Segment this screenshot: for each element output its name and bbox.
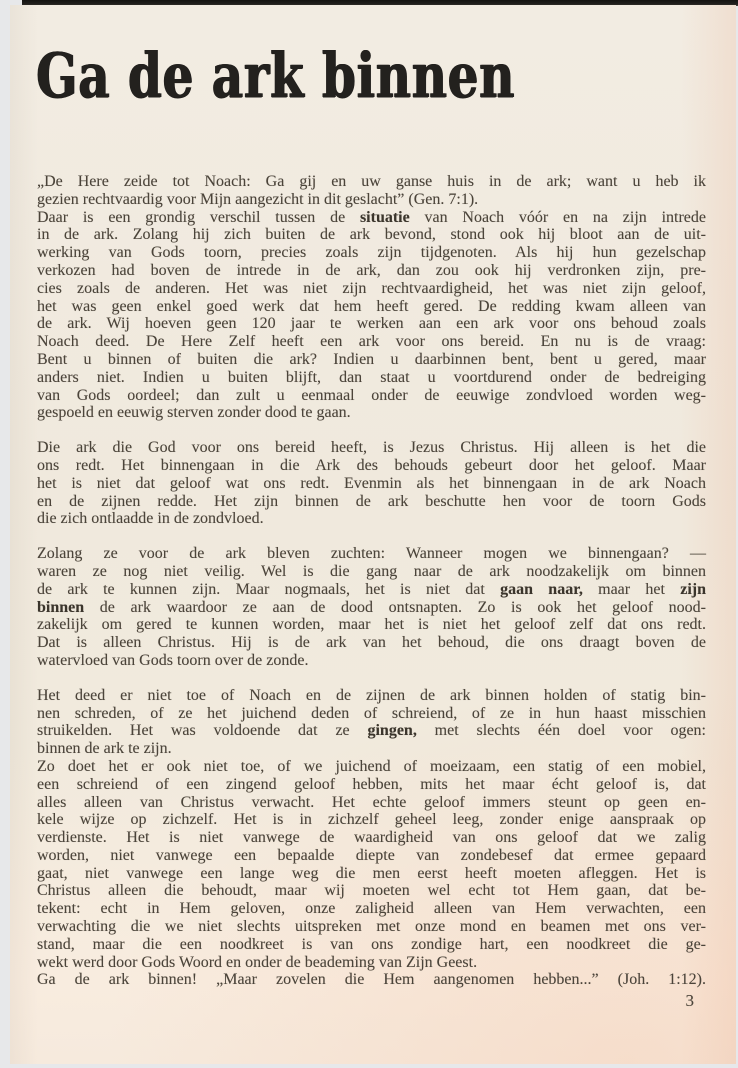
- text-line: [37, 244, 706, 262]
- body-text: verkozen had boven de intrede in de ark, dan zou ook hij verdronken zijn, pre-: [37, 261, 706, 279]
- text-line: [37, 740, 706, 758]
- body-text: en de zijnen redde. Het zijn binnen de ark beschutte hen voor de toorn Gods: [37, 492, 706, 510]
- text-line: [37, 882, 706, 900]
- body-text: Zolang ze voor de ark bleven zuchten: Wanneer mogen we binnengaan? —: [37, 545, 706, 563]
- text-line: [37, 687, 706, 705]
- body-text: die zich ontlaadde in de zondvloed.: [37, 510, 264, 528]
- body-text: het was geen enkel goed werk dat hem heeft gered. De redding kwam alleen van: [37, 297, 706, 315]
- text-line: [37, 191, 706, 209]
- text-line: [37, 616, 706, 634]
- body-text: met slechts één doel voor ogen:: [416, 722, 706, 740]
- text-line: [37, 262, 706, 280]
- body-text: ons redt. Het binnengaan in die Ark des behouds gebeurt door het geloof. Maar: [37, 456, 706, 474]
- body-text: waren ze nog niet veilig. Wel is die gang naar de ark noodzakelijk om binnen: [37, 562, 706, 580]
- text-line: [37, 387, 706, 405]
- body-text: de ark waardoor ze aan de dood ontsnapten. Zo is ook het geloof nood-: [84, 598, 706, 616]
- text-line: [37, 776, 706, 794]
- text-line: [37, 493, 706, 511]
- body-text: Christus alleen die behoudt, maar wij moeten wel echt tot Hem gaan, dat be-: [37, 882, 706, 900]
- text-line: [37, 758, 706, 776]
- article-body: [37, 173, 706, 989]
- body-text: Zo doet het er ook niet toe, of we juichend of moeizaam, een statig of een mobiel,: [37, 757, 706, 775]
- text-line: [37, 971, 706, 989]
- body-text: binnen de ark te zijn.: [37, 740, 172, 758]
- text-line: [37, 811, 706, 829]
- emphasized-text: situatie: [359, 208, 410, 226]
- text-line: [37, 475, 706, 493]
- body-text: Dat is alleen Christus. Hij is de ark van het behoud, die ons draagt boven de: [37, 634, 706, 652]
- body-text: kele wijze op zichzelf. Het is in zichzelf geheel leeg, zonder enige aanspraak op: [37, 811, 706, 829]
- body-text: werking van Gods toorn, precies zoals zijn tijdgenoten. Als hij hun gezelschap: [37, 244, 706, 262]
- body-text: Die ark die God voor ons bereid heeft, is Jezus Christus. Hij alleen is het die: [37, 439, 706, 457]
- body-text: watervloed van Gods toorn over de zonde.: [37, 651, 309, 669]
- body-text: Bent u binnen of buiten die ark? Indien u daarbinnen bent, bent u gered, maar: [37, 350, 706, 368]
- paragraph: [37, 687, 706, 758]
- body-text: van Noach vóór en na zijn intrede: [409, 208, 707, 226]
- body-text: Ga de ark binnen! „Maar zovelen die Hem aangenomen hebben...” (Joh. 1:12).: [37, 971, 706, 989]
- body-text: Het deed er niet toe of Noach en de zijnen de ark binnen holden of statig bin-: [37, 686, 706, 704]
- text-line: [37, 315, 706, 333]
- body-text: de ark te kunnen zijn. Maar nogmaals, het is niet dat: [37, 580, 501, 598]
- body-text: de ark. Wij hoeven geen 120 jaar te werken aan een ark voor ons behoud zoals: [37, 315, 706, 333]
- body-text: Noach deed. De Here Zelf heeft een ark voor ons bereid. En nu is de vraag:: [37, 333, 706, 351]
- emphasized-text: gaan naar,: [500, 580, 583, 598]
- text-line: [37, 457, 706, 475]
- text-line: [37, 510, 706, 528]
- text-line: [37, 439, 706, 457]
- text-line: [37, 599, 706, 617]
- text-line: [37, 900, 706, 918]
- body-text: „De Here zeide tot Noach: Ga gij en uw ganse huis in de ark; want u heb ik: [37, 173, 706, 190]
- text-line: [37, 847, 706, 865]
- body-text: worden, niet vanwege een bepaalde diepte van zondebesef dat ermee gepaard: [37, 846, 706, 864]
- body-text: tekent: echt in Hem geloven, onze zaligheid alleen van Hem verwachten, een: [37, 900, 706, 918]
- paragraph: [37, 545, 706, 670]
- emphasized-text: binnen: [37, 598, 85, 616]
- body-text: stand, maar die een noodkreet is van ons zondige hart, een noodkreet die ge-: [37, 935, 706, 953]
- text-line: [37, 404, 706, 422]
- body-text: van Gods oordeel; dan zult u eenmaal onder de eeuwige zondvloed worden weg-: [37, 386, 706, 404]
- emphasized-text: gingen,: [367, 722, 417, 740]
- text-line: [37, 545, 706, 563]
- text-line: [37, 563, 706, 581]
- text-line: [37, 705, 706, 723]
- text-line: [37, 581, 706, 599]
- body-text: zakelijk om gered te kunnen worden, maar het is niet het geloof zelf dat ons redt.: [37, 616, 706, 634]
- body-text: verdienste. Het is niet vanwege de waardigheid van ons geloof dat we zalig: [37, 829, 706, 847]
- text-line: [37, 280, 706, 298]
- body-text: verwachting die we niet slechts uitspreken met onze mond en beamen met ons ver-: [37, 918, 706, 936]
- body-text: alles alleen van Christus verwacht. Het echte geloof immers steunt op geen en-: [37, 793, 706, 811]
- body-text: een schreiend of een zingend geloof hebben, mits het maar écht geloof is, dat: [37, 775, 706, 793]
- body-text: nen schreden, of ze het juichend deden of schreiend, of ze in hun haast misschien: [37, 704, 706, 722]
- paragraph: [37, 439, 706, 528]
- paragraph: [37, 173, 706, 209]
- body-text: gaat, niet vanwege een lange weg die men eerst heeft moeten afleggen. Het is: [37, 864, 706, 882]
- text-line: [37, 226, 706, 244]
- page-title: Ga de ark binnen: [36, 39, 515, 112]
- page-number: 3: [685, 991, 694, 1010]
- emphasized-text: zijn: [680, 580, 706, 598]
- text-line: [37, 794, 706, 812]
- text-line: [37, 829, 706, 847]
- text-line: [37, 865, 706, 883]
- text-line: [37, 333, 706, 351]
- paragraph: [37, 209, 706, 423]
- body-text: Daar is een grondig verschil tussen de: [37, 208, 360, 226]
- paragraph: [37, 758, 706, 989]
- text-line: [37, 722, 706, 740]
- body-text: gezien rechtvaardig voor Mijn aangezicht in dit geslacht” (Gen. 7:1).: [37, 190, 479, 208]
- body-text: struikelden. Het was voldoende dat ze: [37, 722, 368, 740]
- body-text: wekt werd door Gods Woord en onder de beademing van Zijn Geest.: [37, 953, 478, 971]
- text-line: [37, 936, 706, 954]
- text-line: [37, 369, 706, 387]
- body-text: in de ark. Zolang hij zich buiten de ark bevond, stond ook hij bloot aan de uit-: [37, 226, 706, 244]
- text-line: [37, 351, 706, 369]
- text-line: [37, 634, 706, 652]
- text-line: [37, 918, 706, 936]
- text-line: [37, 209, 706, 227]
- body-text: anders niet. Indien u buiten blijft, dan staat u voortdurend onder de bedreiging: [37, 368, 706, 386]
- text-line: [37, 173, 706, 191]
- text-line: [37, 652, 706, 670]
- body-text: het is niet dat geloof wat ons redt. Evenmin als het binnengaan in de ark Noach: [37, 474, 706, 492]
- body-text: maar het: [582, 580, 681, 598]
- text-line: [37, 954, 706, 972]
- body-text: gespoeld en eeuwig sterven zonder dood te gaan.: [37, 404, 351, 422]
- text-line: [37, 298, 706, 316]
- document-page: [10, 5, 736, 1064]
- body-text: cies zoals de anderen. Het was niet zijn rechtvaardigheid, het was niet zijn geloof,: [37, 279, 706, 297]
